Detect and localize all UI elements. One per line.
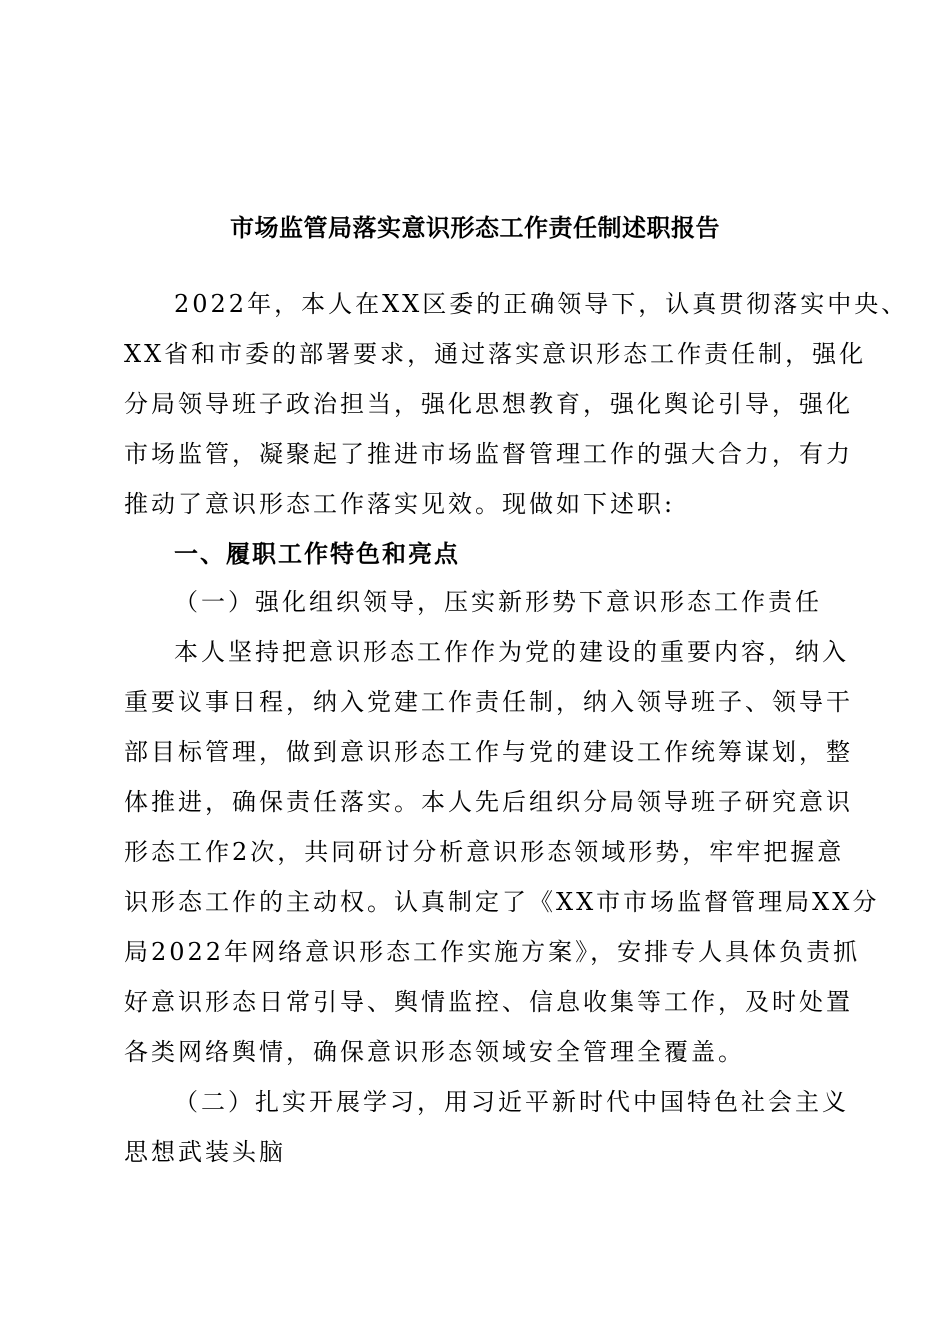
body-line: 本人坚持把意识形态工作作为党的建设的重要内容，纳入 bbox=[174, 638, 849, 666]
intro-line: 推动了意识形态工作落实见效。现做如下述职: bbox=[124, 490, 676, 518]
body-line: 好意识形态日常引导、舆情监控、信息收集等工作，及时处置 bbox=[124, 988, 853, 1016]
intro-line: 分局领导班子政治担当，强化思想教育，强化舆论引导，强化 bbox=[124, 390, 853, 418]
subsection-heading-continuation: 思想武装头脑 bbox=[124, 1138, 286, 1166]
body-line: 部目标管理，做到意识形态工作与党的建设工作统筹谋划，整 bbox=[124, 738, 853, 766]
body-line: 体推进，确保责任落实。本人先后组织分局领导班子研究意识 bbox=[124, 788, 853, 816]
section-heading: 一、履职工作特色和亮点 bbox=[174, 539, 460, 568]
body-line: 各类网络舆情，确保意识形态领域安全管理全覆盖。 bbox=[124, 1038, 745, 1066]
intro-line: 2022年，本人在XX区委的正确领导下，认真贯彻落实中央、 bbox=[174, 290, 909, 318]
body-line: 识形态工作的主动权。认真制定了《XX市市场监督管理局XX分 bbox=[124, 888, 880, 916]
subsection-heading: （一）强化组织领导，压实新形势下意识形态工作责任 bbox=[174, 588, 822, 616]
intro-line: 市场监管，凝聚起了推进市场监督管理工作的强大合力，有力 bbox=[124, 440, 853, 468]
body-line: 局2022年网络意识形态工作实施方案》，安排专人具体负责抓 bbox=[124, 938, 861, 966]
body-line: 形态工作2次，共同研讨分析意识形态领域形势，牢牢把握意 bbox=[124, 838, 845, 866]
subsection-heading: （二）扎实开展学习，用习近平新时代中国特色社会主义 bbox=[174, 1088, 849, 1116]
body-line: 重要议事日程，纳入党建工作责任制，纳入领导班子、领导干 bbox=[124, 688, 853, 716]
intro-line: XX省和市委的部署要求，通过落实意识形态工作责任制，强化 bbox=[124, 340, 867, 368]
document-title: 市场监管局落实意识形态工作责任制述职报告 bbox=[230, 213, 720, 242]
